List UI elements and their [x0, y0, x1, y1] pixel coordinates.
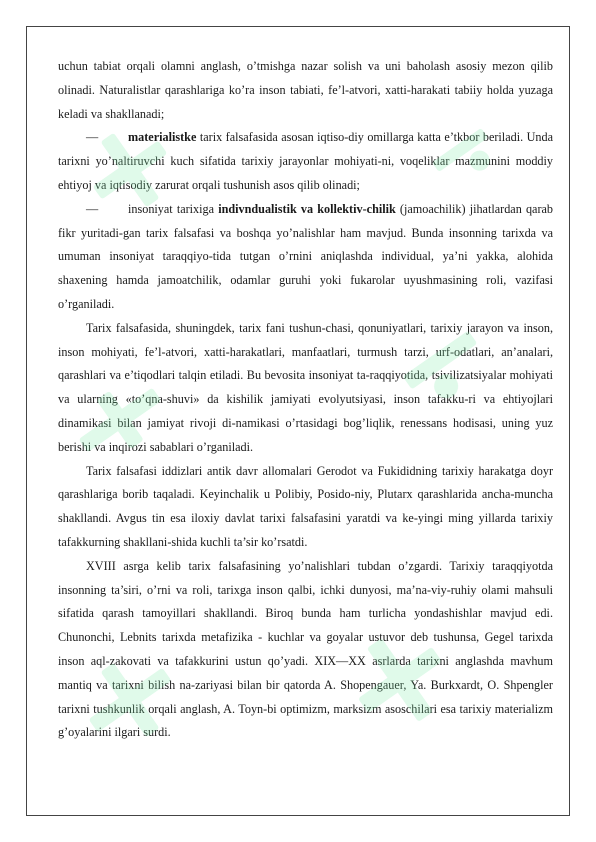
paragraph-text: uchun tabiat orqali olamni anglash, o’tmishga nazar solish va uni baholash asosiy mezon qilib olinadi. Naturalistlar qarashlariga ko’ra inson tabiati, fe’l-atvori, xatti-harakati tabiiy holda yuzaga keladi va shakllanadi; [58, 59, 553, 121]
list-dash: — [86, 130, 99, 145]
list-item-paragraph [58, 198, 553, 317]
body-paragraph [58, 555, 553, 745]
list-item-paragraph [58, 126, 553, 197]
paragraph-text: XVIII asrga kelib tarix falsafasining yo’nalishlari tubdan o’zgardi. Tarixiy taraqqiyotda insonning ta’siri, o’rni va roli, tarixga inson qalbi, ichki dunyosi, ma’na-viy-ruhiy olami mahsuli sifatida qarash tamoyillari shakllandi. Biroq bunda ham turlicha yondashishlar mavjud edi. Chunonchi, Lebnits tarixda metafizika - kuchlar va goyalar ustuvor deb tushunsa, Gegel tarixda inson aql-zakovati va tafakkurini ustun qo’yadi. XIX—XX asrlarda tarixni anglashda mavhum mantiq va tarixni bilish na-zariyasi bilan bir qatorda A. Shopengauer, Ya. Burkxardt, O. Shpengler tarixni tushkunlik orqali anglash, A. Toyn-bi optimizm, marksizm asoschilari esa tarixiy materializm g’oyalarini ilgari surdi. [58, 558, 553, 740]
paragraph-text: tarix falsafasida asosan iqtiso-diy omillarga katta e’tkbor beriladi. Unda tarixni yo’naltiruvchi kuch sifatida tarixiy jarayonlar mohiyati-ni, voqeliklar mazmunini moddiy ehtiyoj va iqtisodiy zarurat orqali tushunish asos qilib olinadi; [58, 130, 553, 192]
body-paragraph [58, 460, 553, 555]
bold-term: indivndualistik va kollektiv-chilik [218, 201, 396, 216]
paragraph-text: Tarix falsafasi iddizlari antik davr allomalari Gerodot va Fukididning tarixiy harakatga doyr qarashlariga borib taqaladi. Keyinchalik u Polibiy, Posido-niy, Plutarx qarashlarida ancha-muncha shakllandi. Avgus tin esa iloxiy davlat tarixi falsafasini yaratdi va ke-yingi ming yillarda tarixiy tafakkurning shakllani-shida kuchli ta’sir ko’rsatdi. [58, 463, 553, 549]
paragraph-text: (jamoachilik) jihatlardan qarab fikr yuritadi-gan tarix falsafasi va boshqa yo’nalishlar ham mavjud. Bunda insonning tarixda va umuman insoniyat taraqqiyo-tida tutgan o’rnini aniqlashda individual, ya’ni yakka, alohida shaxening hamda jamoatchilik, odamlar guruhi yoki fukarolar uyushmasining roli, vazifasi o’rganiladi. [58, 201, 554, 311]
paragraph-text: Tarix falsafasida, shuningdek, tarix fani tushun-chasi, qonuniyatlari, tarixiy jarayon va inson, inson mohiyati, fe’l-atvori, xatti-harakatlari, manfaatlari, turmush tarzi, urf-odatlari, an’analari, qarashlari va e’tiqodlari talqin etiladi. Bu bevosita insoniyat ta-raqqiyotida, tsivilizatsiyalar mohiyati va ularning «to’qna-shuvi» da kishilik jamiyati evolyutsiyasi, inson tafakku-ri va ehtiyojlari dinamikasi bilan jamiyat rivoji di-namikasi o’rtasidagi bog’liqlik, renessans hodisasi, uning yuz berishi va inqirozi sabablari o’rganiladi. [58, 320, 553, 454]
body-paragraph [58, 55, 553, 126]
body-paragraph [58, 317, 553, 460]
bold-term: materialistke [128, 130, 197, 145]
document-body [58, 55, 553, 745]
list-dash: — [86, 201, 99, 216]
paragraph-text: insoniyat tarixiga [128, 201, 219, 216]
